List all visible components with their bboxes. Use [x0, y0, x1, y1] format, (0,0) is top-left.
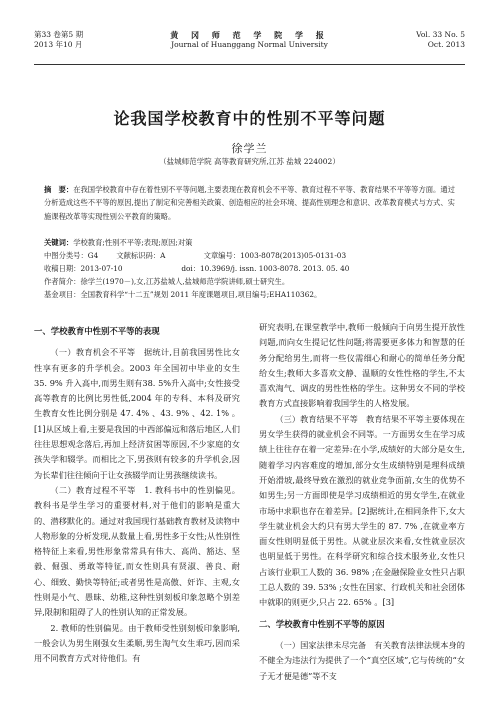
keywords-label: 关键词：: [44, 238, 74, 247]
doi: doi：10.3969/j. issn. 1003-8078. 2013. 05. 40: [181, 264, 350, 273]
section-heading: 二、学校教育中性别不平等的原因: [259, 618, 385, 629]
article-title: 论我国学校教育中的性别不平等问题: [113, 109, 386, 128]
section-heading: 一、学校教育中性别不平等的表现: [34, 326, 160, 336]
paragraph: （一）国家法律未尽完备 有关教育法律法规本身的不健全为违法行为提供了一个“真空区域”,它与传统的“女子无才便是德”等不支: [259, 639, 465, 681]
abstract-label: 摘 要：: [44, 185, 74, 194]
header-right: [416, 30, 465, 50]
volume-issue-en: Vol. 33 No. 5: [416, 30, 465, 39]
volume-issue: 第33 卷第5 期: [34, 30, 84, 39]
keywords-text: 学校教育;性别不平等;表现;原因;对策: [73, 238, 193, 247]
paragraph: （三）教育结果不平等 教育结果不平等主要体现在男女学生获得的就业机会不同等。一方面男女生在学习成绩上往往存在着一定差异:在小学,成绩好的大部分是女生,随着学习内容难度的增加,部分女生成绩特别是理科成绩开始滑坡,最终导致在激烈的就业竞争面前,女生的优势不如男生;另一方面即使是学习成绩相近的男女学生,在就业市场中求职也存在着差异。[2]据统计,在相同条件下,女大学生就业机会大约只有男大学生的 87. 7% ,在就业率方面女性则明显低于男性。从就业层次来看,女性就业层次也明显低于男性。在科学研究和综合技术服务业,女性只占该行业职工人数的 36. 98% ;在金融保险业女性只占职工总人数的 39. 53% ;女性在国家、行政机关和社会团体中就职的则更少,只占 22. 65% 。[3]: [259, 413, 465, 608]
keywords-line: [44, 237, 455, 249]
journal-name-cn: 黄 冈 师 范 学 院 学 报: [170, 30, 329, 40]
received-doi-line: [44, 263, 455, 275]
classification-line: [44, 250, 455, 262]
paragraph: 2. 教师的性别偏见。由于教师受性别刻板印象影响,一般会认为男生刚强女生柔顺,男生淘气女生乖巧,因而采用不同教育方式对待他们。有: [34, 622, 240, 664]
right-column: [259, 320, 465, 684]
abstract-block: [44, 183, 455, 223]
clc-number: 中图分类号：G4: [44, 251, 99, 260]
article-number: 文章编号：1003-8078(2013)05-0131-03: [203, 251, 347, 260]
abstract-text: 在我国学校教育中存在着性别不平等问题,主要表现在教育机会不平等、教育过程不平等、教育结果不平等等方面。通过分析造成这些不平等的原因,提出了制定和完善相关政策、创造相应的社会环境、提高性别理念和意识、改革教育模式与方式、实施课程改革等实现性别公平教育的策略。: [44, 185, 455, 221]
publication-date: 2013 年10 月: [34, 40, 83, 49]
journal-name-en: Journal of Huanggang Normal University: [171, 40, 328, 49]
publication-date-en: Oct. 2013: [427, 40, 465, 49]
left-column: [34, 320, 240, 667]
author-name: 徐学兰: [231, 142, 268, 155]
received-date: 收稿日期：2013-07-10: [44, 264, 123, 273]
running-header: [34, 30, 465, 64]
paragraph: （一）教育机会不平等 据统计,目前我国男性比女性享有更多的升学机会。2003 年全国初中毕业的女生 35. 9% 升入高中,而男生则有38. 5%升入高中;女性接受高等教育的比例比男性低,2004 年的专科、本科及研究生教育女性比例分别是 47. 4% 、43. 9% 、42. 1% 。[1]从区域上看,主要是我国的中西部偏远和落后地区,人们往往思想观念落后,再加上经济贫困等原因,不少家庭的女孩失学和辍学。而相比之下,男孩则有较多的升学机会,因为长辈们往往倾向于让女孩辍学而让男孩继续读书。: [34, 347, 240, 480]
header-rule: [34, 64, 465, 65]
document-code: 文献标识码：A: [116, 251, 166, 260]
author-bio: 作者简介：徐学兰(1970－),女,江苏盐城人,盐城师范学院讲师,硕士研究生。: [44, 277, 290, 286]
header-center: [34, 30, 465, 50]
paragraph: 研究表明,在课堂教学中,教师一般倾向于向男生提开放性问题,而向女生提记忆性问题;将需要更多体力和智慧的任务分配给男生,而将一些仪需细心和耐心的简单任务分配给女生;教师大多喜欢文静、温顺的女性性格的学生,不太喜欢淘气、调皮的男性性格的学生。这种男女不同的学校教育方式直接影响着我国学生的人格发展。: [259, 322, 465, 409]
author-affiliation: （盐城师范学院 高等教育研究所,江苏 盐城 224002）: [159, 157, 340, 166]
paragraph: （二）教育过程不平等 1. 教科书中的性别偏见。教科书是学生学习的重要材料,对于他们的影响是重大的、潜移默化的。通过对我国现行基础教育教材及读物中人物形象的分析发现,从数量上看,男性多于女性;从性别性格特征上来看,男性形象常常具有伟大、高尚、豁达、坚毅、倔强、勇敢等特征,而女性则具有贤淑、善良、耐心、细致、勤快等特征;或者男性是高傲、奸诈、主观,女性则是小气、愚昧、幼稚,这种性别刻板印象忽略个别差异,限制和阻碍了人的性别认知的正常发展。: [34, 484, 240, 618]
fund-info: 基金项目：全国教育科学“十二五”规划 2011 年度课题项目,项目编号;EHA110362。: [44, 290, 322, 299]
